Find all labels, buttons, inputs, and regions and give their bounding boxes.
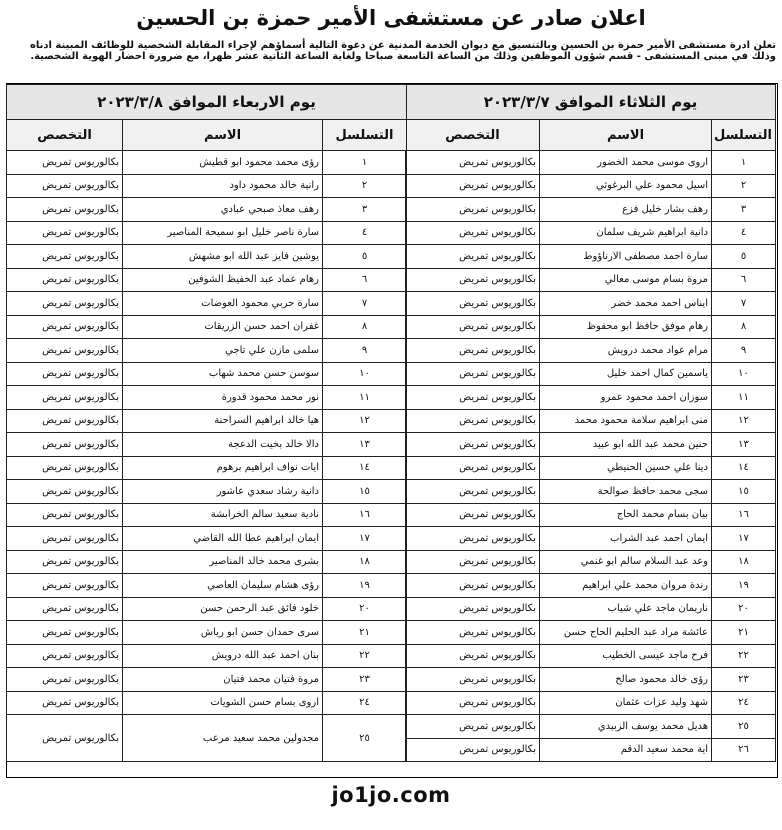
name-cell: سارة احمد مصطفى الارناؤوط	[540, 245, 712, 269]
col-serial-header: التسلسل	[323, 120, 407, 151]
specialty-cell: بكالوريوس تمريض	[405, 198, 539, 222]
table-row	[7, 151, 407, 175]
specialty-cell: بكالوريوس تمريض	[405, 668, 539, 692]
name-cell: رؤى محمد محمود ابو قطيش	[123, 151, 323, 175]
table-row	[7, 339, 407, 363]
specialty-cell: بكالوريوس تمريض	[405, 433, 539, 457]
serial-cell: ٥	[712, 245, 776, 269]
name-cell: هديل محمد يوسف الزبيدي	[540, 715, 712, 739]
serial-cell: ٣	[712, 198, 776, 222]
serial-cell: ٤	[323, 221, 407, 245]
table-row	[405, 151, 775, 175]
serial-cell: ٧	[712, 292, 776, 316]
specialty-cell: بكالوريوس تمريض	[405, 550, 539, 574]
name-cell: بنان احمد عبد الله درويش	[123, 644, 323, 668]
table-row	[405, 174, 775, 198]
serial-cell: ١٠	[323, 362, 407, 386]
tuesday-date-header: يوم الثلاثاء الموافق ٢٠٢٣/٣/٧	[405, 85, 775, 120]
serial-cell: ٦	[712, 268, 776, 292]
table-row	[405, 503, 775, 527]
table-row	[405, 221, 775, 245]
name-cell: سرى حمدان حسن ابو رياش	[123, 621, 323, 645]
name-cell: ايات نواف ابراهيم برهوم	[123, 456, 323, 480]
table-row	[405, 621, 775, 645]
table-row	[7, 433, 407, 457]
specialty-cell: بكالوريوس تمريض	[7, 668, 123, 692]
table-row	[7, 480, 407, 504]
serial-cell: ٣	[323, 198, 407, 222]
table-row	[405, 550, 775, 574]
serial-cell: ٢١	[712, 621, 776, 645]
name-cell: فرح ماجد عيسى الخطيب	[540, 644, 712, 668]
serial-cell: ١٣	[323, 433, 407, 457]
specialty-cell: بكالوريوس تمريض	[7, 480, 123, 504]
table-row	[405, 245, 775, 269]
name-cell: بيان بسام محمد الحاج	[540, 503, 712, 527]
name-cell: دانية ابراهيم شريف سلمان	[540, 221, 712, 245]
table-row	[7, 550, 407, 574]
serial-cell: ٢٥	[712, 715, 776, 739]
name-cell: حنين محمد عبد الله ابو عبيد	[540, 433, 712, 457]
specialty-cell: بكالوريوس تمريض	[405, 503, 539, 527]
name-cell: سوزان احمد محمود عمرو	[540, 386, 712, 410]
name-cell: بشرى محمد خالد المناصير	[123, 550, 323, 574]
specialty-cell: بكالوريوس تمريض	[405, 574, 539, 598]
specialty-cell: بكالوريوس تمريض	[7, 433, 123, 457]
name-cell: رهام عماد عبد الحفيظ الشوفين	[123, 268, 323, 292]
table-row	[7, 503, 407, 527]
specialty-cell: بكالوريوس تمريض	[405, 691, 539, 715]
serial-cell: ١٣	[712, 433, 776, 457]
name-cell: رهف معاذ صبحي عبادي	[123, 198, 323, 222]
table-row	[405, 268, 775, 292]
specialty-cell: بكالوريوس تمريض	[405, 456, 539, 480]
col-specialty-header: التخصص	[7, 120, 123, 151]
name-cell: نور محمد محمود قدورة	[123, 386, 323, 410]
table-row	[7, 456, 407, 480]
table-row	[7, 292, 407, 316]
col-serial-header: التسلسل	[712, 120, 776, 151]
table-row	[405, 574, 775, 598]
serial-cell: ٢٦	[712, 738, 776, 762]
specialty-cell: بكالوريوس تمريض	[7, 715, 123, 762]
specialty-cell: بكالوريوس تمريض	[405, 362, 539, 386]
serial-cell: ٦	[323, 268, 407, 292]
serial-cell: ٩	[712, 339, 776, 363]
name-cell: سارة حربي محمود العوضات	[123, 292, 323, 316]
serial-cell: ١٨	[712, 550, 776, 574]
specialty-cell: بكالوريوس تمريض	[405, 527, 539, 551]
table-row	[7, 268, 407, 292]
specialty-cell: بكالوريوس تمريض	[7, 386, 123, 410]
name-cell: هيا خالد ابراهيم السراحنة	[123, 409, 323, 433]
table-row	[405, 738, 775, 762]
specialty-cell: بكالوريوس تمريض	[405, 644, 539, 668]
name-cell: يوشين فايز عبد الله ابو مشهش	[123, 245, 323, 269]
table-row	[405, 315, 775, 339]
serial-cell: ٢٤	[323, 691, 407, 715]
serial-cell: ٨	[712, 315, 776, 339]
serial-cell: ١١	[323, 386, 407, 410]
serial-cell: ١	[712, 151, 776, 175]
name-cell: ياسمين كمال احمد خليل	[540, 362, 712, 386]
specialty-cell: بكالوريوس تمريض	[7, 339, 123, 363]
specialty-cell: بكالوريوس تمريض	[405, 409, 539, 433]
name-cell: دانية رشاد سعدي عاشور	[123, 480, 323, 504]
serial-cell: ١٧	[323, 527, 407, 551]
name-cell: اروى بسام حسن الشويات	[123, 691, 323, 715]
table-row	[7, 715, 407, 739]
table-row	[7, 409, 407, 433]
serial-cell: ١٩	[323, 574, 407, 598]
name-cell: رهف بشار خليل فزع	[540, 198, 712, 222]
table-row	[7, 691, 407, 715]
table-row	[7, 574, 407, 598]
serial-cell: ٩	[323, 339, 407, 363]
name-cell: رؤى هشام سليمان العاصي	[123, 574, 323, 598]
serial-cell: ٤	[712, 221, 776, 245]
name-cell: وعد عبد السلام سالم ابو غنمي	[540, 550, 712, 574]
specialty-cell: بكالوريوس تمريض	[7, 268, 123, 292]
specialty-cell: بكالوريوس تمريض	[405, 386, 539, 410]
specialty-cell: بكالوريوس تمريض	[7, 245, 123, 269]
serial-cell: ١٧	[712, 527, 776, 551]
table-row	[405, 339, 775, 363]
serial-cell: ٢٢	[323, 644, 407, 668]
specialty-cell: بكالوريوس تمريض	[405, 315, 539, 339]
specialty-cell: بكالوريوس تمريض	[7, 409, 123, 433]
specialty-cell: بكالوريوس تمريض	[405, 245, 539, 269]
name-cell: غفران احمد حسن الزريقات	[123, 315, 323, 339]
col-name-header: الاسم	[540, 120, 712, 151]
table-row	[405, 480, 775, 504]
intro-line-1: تعلن ادرة مستشفى الأمير حمزة بن الحسين وبالتنسيق مع ديوان الخدمة المدنية عن دعوة التالية أسماؤهم لإجراء المقابلة الشخصية للوظائف المبينة ادناه	[29, 40, 776, 51]
serial-cell: ٧	[323, 292, 407, 316]
specialty-cell: بكالوريوس تمريض	[405, 715, 539, 739]
specialty-cell: بكالوريوس تمريض	[7, 550, 123, 574]
specialty-cell: بكالوريوس تمريض	[7, 221, 123, 245]
name-cell: اسيل محمود علي البرغوثي	[540, 174, 712, 198]
specialty-cell: بكالوريوس تمريض	[7, 151, 123, 175]
serial-cell: ١٤	[323, 456, 407, 480]
serial-cell: ١٤	[712, 456, 776, 480]
serial-cell: ١١	[712, 386, 776, 410]
serial-cell: ٢٠	[712, 597, 776, 621]
serial-cell: ١٦	[323, 503, 407, 527]
serial-cell: ٢١	[323, 621, 407, 645]
name-cell: رانية خالد محمود داود	[123, 174, 323, 198]
name-cell: عائشة مراد عبد الحليم الحاج حسن	[540, 621, 712, 645]
serial-cell: ٢	[712, 174, 776, 198]
specialty-cell: بكالوريوس تمريض	[7, 292, 123, 316]
name-cell: اية محمد سعيد الدقم	[540, 738, 712, 762]
table-row	[7, 527, 407, 551]
serial-cell: ١	[323, 151, 407, 175]
table-row	[7, 644, 407, 668]
name-cell: خلود فائق عبد الرحمن حسن	[123, 597, 323, 621]
table-row	[405, 362, 775, 386]
name-cell: سلمى مازن علي تاجي	[123, 339, 323, 363]
table-row	[405, 386, 775, 410]
col-name-header: الاسم	[123, 120, 323, 151]
name-cell: سارة ناصر خليل ابو سميحة المناصير	[123, 221, 323, 245]
table-row	[405, 668, 775, 692]
name-cell: سجى محمد حافظ صوالحة	[540, 480, 712, 504]
serial-cell: ٢٠	[323, 597, 407, 621]
table-row	[7, 174, 407, 198]
serial-cell: ٢	[323, 174, 407, 198]
specialty-cell: بكالوريوس تمريض	[405, 174, 539, 198]
name-cell: دينا علي حسين الحنيطي	[540, 456, 712, 480]
specialty-cell: بكالوريوس تمريض	[405, 221, 539, 245]
table-row	[7, 221, 407, 245]
serial-cell: ١٩	[712, 574, 776, 598]
tuesday-table	[405, 84, 776, 762]
table-row	[7, 386, 407, 410]
table-row	[405, 409, 775, 433]
name-cell: دالا خالد بخيت الدعجة	[123, 433, 323, 457]
table-row	[7, 245, 407, 269]
specialty-cell: بكالوريوس تمريض	[405, 597, 539, 621]
name-cell: مجدولين محمد سعيد مرعب	[123, 715, 323, 762]
specialty-cell: بكالوريوس تمريض	[7, 315, 123, 339]
serial-cell: ١٥	[712, 480, 776, 504]
table-row	[405, 644, 775, 668]
table-row	[405, 292, 775, 316]
serial-cell: ٢٥	[323, 715, 407, 762]
specialty-cell: بكالوريوس تمريض	[7, 198, 123, 222]
specialty-cell: بكالوريوس تمريض	[7, 174, 123, 198]
table-row	[7, 668, 407, 692]
table-row	[405, 198, 775, 222]
intro-line-2: وذلك في مبنى المستشفى - قسم شؤون الموظفين وذلك من الساعة التاسعة صباحا ولغاية الساعة الثانية عشر ظهرا، مع ضرورة احضار الهوية الشخصية.	[30, 51, 776, 62]
name-cell: ناريمان ماجد علي شياب	[540, 597, 712, 621]
specialty-cell: بكالوريوس تمريض	[405, 738, 539, 762]
table-row	[7, 315, 407, 339]
specialty-cell: بكالوريوس تمريض	[7, 574, 123, 598]
table-row	[7, 597, 407, 621]
name-cell: شهد وليد عزات عثمان	[540, 691, 712, 715]
name-cell: ايمان احمد عبد الشراب	[540, 527, 712, 551]
table-row	[405, 597, 775, 621]
serial-cell: ١٦	[712, 503, 776, 527]
serial-cell: ١٨	[323, 550, 407, 574]
specialty-cell: بكالوريوس تمريض	[7, 597, 123, 621]
name-cell: نادية سعيد سالم الخرابشة	[123, 503, 323, 527]
serial-cell: ١٥	[323, 480, 407, 504]
table-row	[405, 715, 775, 739]
specialty-cell: بكالوريوس تمريض	[405, 151, 539, 175]
serial-cell: ٢٤	[712, 691, 776, 715]
site-watermark: jo1jo.com	[331, 783, 451, 807]
specialty-cell: بكالوريوس تمريض	[7, 503, 123, 527]
name-cell: مروة بسام موسى معالي	[540, 268, 712, 292]
table-row	[405, 433, 775, 457]
wednesday-date-header: يوم الاربعاء الموافق ٢٠٢٣/٣/٨	[7, 85, 407, 120]
serial-cell: ٥	[323, 245, 407, 269]
name-cell: اروى موسى محمد الخضور	[540, 151, 712, 175]
serial-cell: ٢٢	[712, 644, 776, 668]
serial-cell: ١٢	[712, 409, 776, 433]
name-cell: منى ابراهيم سلامة محمود محمد	[540, 409, 712, 433]
serial-cell: ١٠	[712, 362, 776, 386]
specialty-cell: بكالوريوس تمريض	[405, 339, 539, 363]
name-cell: ايمان ابراهيم عطا الله القاضي	[123, 527, 323, 551]
name-cell: مرام عواد محمد درويش	[540, 339, 712, 363]
name-cell: رندة مروان محمد علي ابراهيم	[540, 574, 712, 598]
specialty-cell: بكالوريوس تمريض	[7, 644, 123, 668]
name-cell: رؤى خالد محمود صالح	[540, 668, 712, 692]
specialty-cell: بكالوريوس تمريض	[7, 691, 123, 715]
table-row	[7, 621, 407, 645]
name-cell: رهام موفق حافظ ابو محفوظ	[540, 315, 712, 339]
specialty-cell: بكالوريوس تمريض	[405, 621, 539, 645]
serial-cell: ٢٣	[712, 668, 776, 692]
specialty-cell: بكالوريوس تمريض	[7, 456, 123, 480]
name-cell: مروة فتيان محمد فتيان	[123, 668, 323, 692]
table-row	[405, 456, 775, 480]
specialty-cell: بكالوريوس تمريض	[405, 268, 539, 292]
specialty-cell: بكالوريوس تمريض	[7, 362, 123, 386]
wednesday-table	[6, 84, 407, 762]
serial-cell: ١٢	[323, 409, 407, 433]
table-row	[405, 527, 775, 551]
serial-cell: ٢٣	[323, 668, 407, 692]
intro-text	[4, 40, 776, 62]
serial-cell: ٨	[323, 315, 407, 339]
page-title: اعلان صادر عن مستشفى الأمير حمزة بن الحسين	[136, 6, 646, 30]
table-row	[7, 198, 407, 222]
specialty-cell: بكالوريوس تمريض	[7, 621, 123, 645]
name-cell: سوسن حسن محمد شهاب	[123, 362, 323, 386]
specialty-cell: بكالوريوس تمريض	[7, 527, 123, 551]
specialty-cell: بكالوريوس تمريض	[405, 292, 539, 316]
name-cell: ايناس احمد محمد خضر	[540, 292, 712, 316]
table-row	[405, 691, 775, 715]
specialty-cell: بكالوريوس تمريض	[405, 480, 539, 504]
col-specialty-header: التخصص	[405, 120, 539, 151]
table-row	[7, 362, 407, 386]
